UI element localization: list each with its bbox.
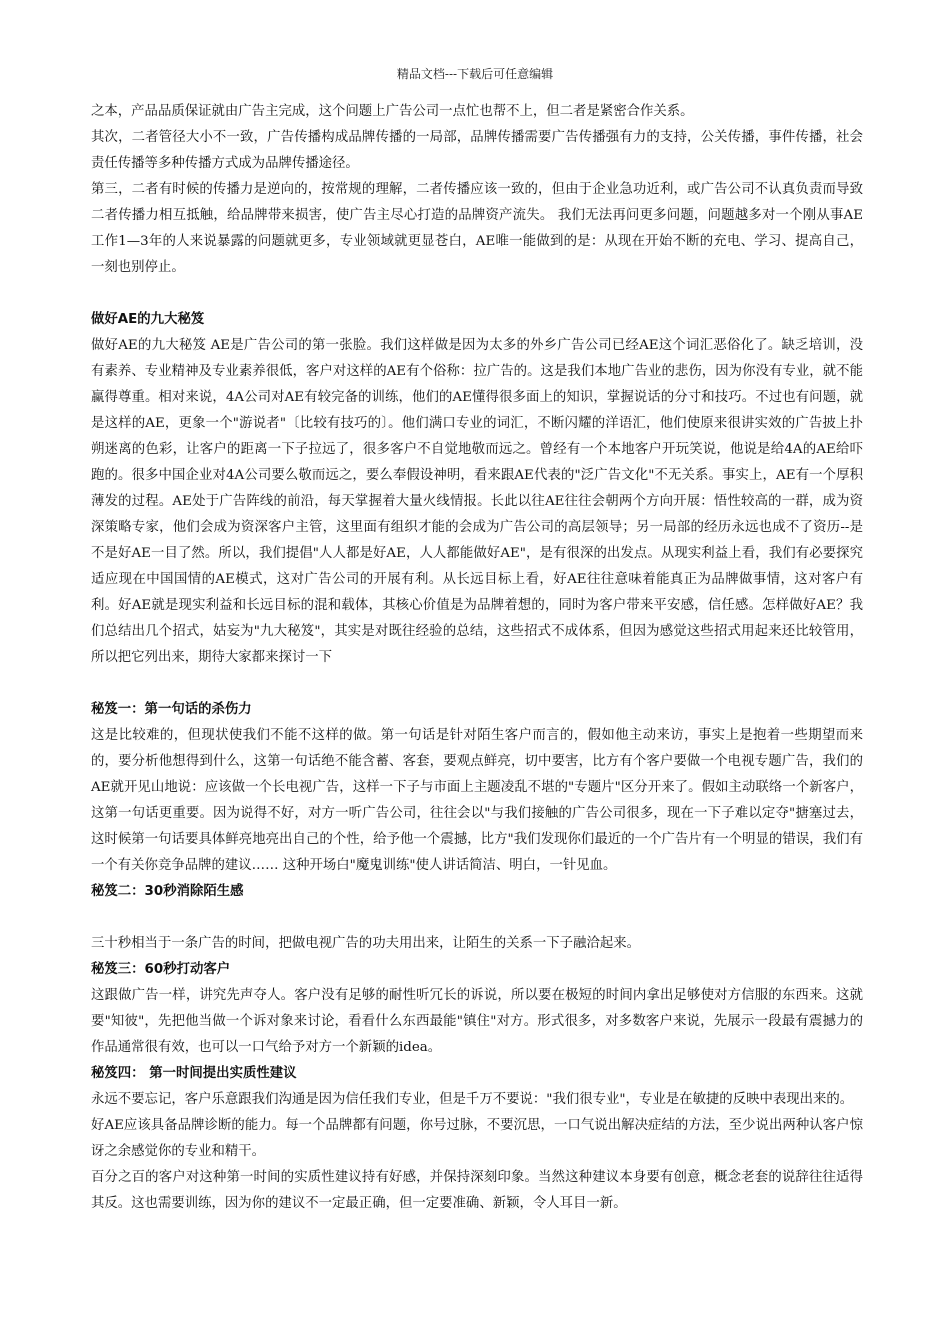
tip2-body: 三十秒相当于一条广告的时间，把做电视广告的功夫用出来，让陌生的关系一下子融洽起来。 xyxy=(91,936,641,951)
spacer xyxy=(91,905,863,931)
tip3-heading: 秘笈三：60秒打动客户 xyxy=(91,962,231,977)
paragraph-intro-1: 之本，产品品质保证就由广告主完成，这个问题上广告公司一点忙也帮不上，但二者是紧密合作关系。 xyxy=(91,104,694,119)
spacer xyxy=(91,671,863,697)
spacer xyxy=(91,281,863,307)
section-body-nine-tips: 做好AE的九大秘笈 AE是广告公司的第一张脸。我们这样做是因为太多的外乡广告公司已经AE这个词汇恶俗化了。缺乏培训，没有素养、专业精神及专业素养很低，客户对这样的AE有个俗称：拉广告的。这是我们本地广告业的悲伤，因为你没有专业，就不能赢得尊重。相对来说，4A公司对AE有较完备的训练，他们的AE懂得很多面上的知识，掌握说话的分寸和技巧。不过也有问题，就是这样的AE，更象一个"游说者"〔比较有技巧的〕。他们满口专业的词汇，不断闪耀的洋语汇，他们使原来很讲实效的广告披上扑朔迷离的色彩，让客户的距离一下子拉远了，很多客户不自觉地敬而远之。曾经有一个本地客户开玩笑说，他说是给4A的AE给吓跑的。很多中国企业对4A公司要么敬而远之，要么奉假设神明，看来跟AE代表的"泛广告文化"不无关系。事实上，AE有一个厚积薄发的过程。AE处于广告阵线的前沿，每天掌握着大量火线情报。长此以往AE往往会朝两个方向开展：悟性较高的一群，成为资深策略专家，他们会成为资深客户主管，这里面有组织才能的会成为广告公司的高层领导；另一局部的经历永远也成不了资历--是不是好AE一目了然。所以，我们提倡"人人都是好AE，人人都能做好AE"，是有很深的出发点。从现实利益上看，我们有必要探究适应现在中国国情的AE模式，这对广告公司的开展有利。从长远目标上看，好AE往往意味着能真正为品牌做事情，这对客户有利。好AE就是现实利益和长远目标的混和载体，其核心价值是为品牌着想的，同时为客户带来平安感，信任感。怎样做好AE？我们总结出几个招式，姑妄为"九大秘笈"，其实是对既往经验的总结，这些招式不成体系，但因为感觉这些招式用起来还比较管用，所以把它列出来，期待大家都来探讨一下 xyxy=(91,338,863,665)
tip3-body: 这跟做广告一样，讲究先声夺人。客户没有足够的耐性听冗长的诉说，所以要在极短的时间内拿出足够使对方信服的东西来。这就要"知彼"，先把他当做一个诉对象来讨论，看看什么东西最能"镇住"对方。形式很多，对多数客户来说，先展示一段最有震撼力的作品通常很有效，也可以一口气给予对方一个新颖的idea。 xyxy=(91,988,863,1055)
tip1-heading: 秘笈一：第一句话的杀伤力 xyxy=(91,702,252,717)
document-body xyxy=(91,99,863,1217)
paragraph-intro-3: 第三，二者有时候的传播力是逆向的，按常规的理解，二者传播应该一致的，但由于企业急功近利，或广告公司不认真负责而导致二者传播力相互抵触，给品牌带来损害，使广告主尽心打造的品牌资产流失。 我们无法再问更多问题，问题越多对一个刚从事AE工作1—3年的人来说暴露的问题就更多，专业领域就更显苍白，AE唯一能做到的是：从现在开始不断的充电、学习、提高自己，一刻也别停止。 xyxy=(91,182,863,275)
tip4-heading: 秘笈四： 第一时间提出实质性建议 xyxy=(91,1066,297,1081)
paragraph-intro-2: 其次，二者管径大小不一致，广告传播构成品牌传播的一局部，品牌传播需要广告传播强有力的支持，公关传播，事件传播，社会责任传播等多种传播方式成为品牌传播途径。 xyxy=(91,130,863,171)
tip1-body: 这是比较难的，但现状使我们不能不这样的做。第一句话是针对陌生客户而言的，假如他主动来访，事实上是抱着一些期望而来的，要分析他想得到什么，这第一句话绝不能含蓄、客套，要观点鲜亮，切中要害，比方有个客户要做一个电视专题广告，我们的AE就开见山地说：应该做一个长电视广告，这样一下子与市面上主题凌乱不堪的"专题片"区分开来了。假如主动联络一个新客户，这第一句话更重要。因为说得不好，对方一听广告公司，往往会以"与我们接触的广告公司很多，现在一下子难以定夺"搪塞过去，这时候第一句话要具体鲜亮地亮出自己的个性，给予他一个震撼，比方"我们发现你们最近的一个广告片有一个明显的错误，我们有一个有关你竞争品牌的建议…… 这种开场白"魔鬼训练"使人讲话简洁、明白，一针见血。 xyxy=(91,728,863,873)
tip2-heading: 秘笈二：30秒消除陌生感 xyxy=(91,884,244,899)
page-header: 精品文档---下载后可任意编辑 xyxy=(396,67,554,81)
tip4-body-3: 百分之百的客户对这种第一时间的实质性建议持有好感，并保持深刻印象。当然这种建议本身要有创意，概念老套的说辞往往适得其反。这也需要训练，因为你的建议不一定最正确，但一定要准确、新颖，令人耳目一新。 xyxy=(91,1170,863,1211)
section-heading-nine-tips: 做好AE的九大秘笈 xyxy=(91,312,205,327)
tip4-body-2: 好AE应该具备品牌诊断的能力。每一个品牌都有问题，你号过脉，不要沉思，一口气说出解决症结的方法，至少说出两种认客户惊讶之余感觉你的专业和精干。 xyxy=(91,1118,863,1159)
tip4-body-1: 永远不要忘记，客户乐意跟我们沟通是因为信任我们专业，但是千万不要说："我们很专业"，专业是在敏捷的反映中表现出来的。 xyxy=(91,1092,854,1107)
